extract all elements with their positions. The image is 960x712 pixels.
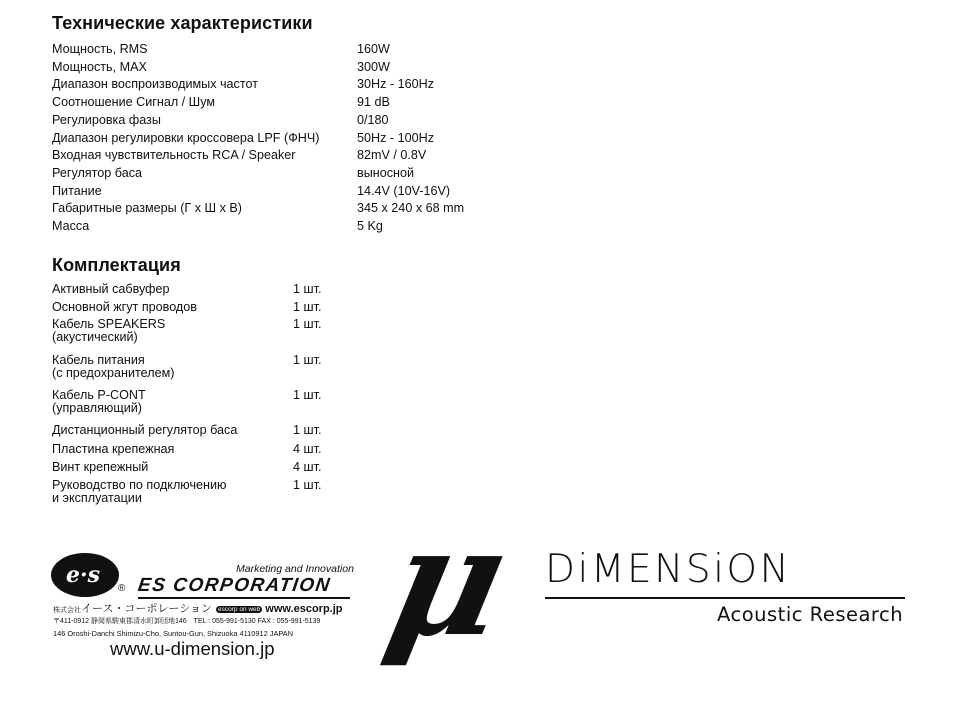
es-web-badge: escorp on web bbox=[218, 605, 261, 613]
spec-value: 91 dB bbox=[357, 95, 390, 110]
kit-item-label: Кабель питания (с предохранителем) bbox=[52, 353, 175, 380]
registered-mark: ® bbox=[118, 583, 126, 594]
spec-label: Регулятор баса bbox=[52, 165, 142, 180]
brand-subtitle: Acoustic Research bbox=[717, 603, 904, 626]
kit-item-qty: 1 шт. bbox=[293, 282, 322, 296]
spec-label: Регулировка фазы bbox=[52, 112, 161, 127]
kit-item-label: Руководство по подключению и эксплуатации bbox=[52, 478, 227, 505]
spec-row bbox=[52, 165, 652, 183]
es-website[interactable]: www.escorp.jp bbox=[265, 603, 343, 615]
kit-item-qty: 1 шт. bbox=[293, 478, 322, 492]
kit-item-qty: 1 шт. bbox=[293, 300, 322, 314]
spec-label: Соотношение Сигнал / Шум bbox=[52, 95, 216, 110]
kit-item-qty: 1 шт. bbox=[293, 423, 322, 437]
kit-item-label: Кабель P-CONT (управляющий) bbox=[52, 388, 146, 415]
site-url-link[interactable]: www.u-dimension.jp bbox=[110, 638, 275, 659]
mu-glyph: μ bbox=[374, 493, 522, 670]
spec-value: 160W bbox=[357, 42, 390, 56]
spec-label: Мощность, MAX bbox=[52, 59, 147, 74]
es-divider bbox=[138, 597, 350, 599]
kit-item-qty: 4 шт. bbox=[293, 442, 322, 456]
kit-item-label: Пластина крепежная bbox=[52, 442, 175, 456]
spec-value: 5 Kg bbox=[357, 219, 383, 233]
spec-label: Мощность, RMS bbox=[52, 42, 148, 56]
spec-value: 82mV / 0.8V bbox=[357, 148, 427, 163]
spec-label: Питание bbox=[52, 183, 102, 198]
spec-label: Входная чувствительность RCA / Speaker bbox=[52, 148, 296, 163]
spec-label: Диапазон воспроизводимых частот bbox=[52, 77, 258, 92]
spec-value: 0/180 bbox=[357, 112, 389, 127]
es-logo-icon bbox=[50, 552, 120, 598]
es-jp-prefix: 株式会社 bbox=[53, 607, 81, 614]
kit-item-qty: 1 шт. bbox=[293, 388, 322, 402]
spec-value: 300W bbox=[357, 59, 390, 74]
spec-row bbox=[52, 112, 652, 130]
brand-divider bbox=[545, 597, 905, 599]
spec-label: Диапазон регулировки кроссовера LPF (ФНЧ) bbox=[52, 130, 320, 145]
spec-row bbox=[52, 130, 652, 148]
spec-row bbox=[52, 183, 652, 201]
kit-item-qty: 1 шт. bbox=[293, 353, 322, 367]
kit-item-qty: 4 шт. bbox=[293, 460, 322, 474]
kit-item-label: Основной жгут проводов bbox=[52, 300, 197, 314]
es-address-en: 146 Oroshi-Danchi Shimizu-Cho, Suntou-Gun, Shizuoka 4110912 JAPAN bbox=[53, 629, 294, 638]
es-tagline: Marketing and Innovation bbox=[236, 563, 354, 575]
es-corporation-name: ES CORPORATION bbox=[136, 575, 333, 596]
kit-item-label: Кабель SPEAKERS (акустический) bbox=[52, 317, 166, 344]
spec-value: 345 х 240 х 68 mm bbox=[357, 201, 465, 216]
kit-item-qty: 1 шт. bbox=[293, 317, 322, 331]
es-logo-text: e·s bbox=[65, 562, 101, 588]
kit-item-label: Винт крепежный bbox=[52, 460, 149, 474]
spec-label: Габаритные размеры (Г х Ш х В) bbox=[52, 201, 242, 216]
spec-value: 30Hz - 160Hz bbox=[357, 77, 434, 92]
spec-row bbox=[52, 76, 652, 94]
kit-item-label: Дистанционный регулятор баса bbox=[52, 423, 238, 437]
es-jp-name: イース・コーポレーション bbox=[81, 603, 213, 615]
brand-name: DiMENSiON bbox=[545, 547, 792, 592]
kit-title: Комплектация bbox=[52, 255, 181, 275]
spec-row bbox=[52, 94, 652, 112]
spec-label: Масса bbox=[52, 219, 90, 233]
mu-logo-icon bbox=[374, 493, 548, 670]
es-address-jp: 〒411-0912 静岡県駿東郡清水町卸団地146 TEL : 055-991-5130 FAX : 055-991-5139 bbox=[53, 618, 321, 625]
kit-item-label: Активный сабвуфер bbox=[52, 282, 170, 296]
spec-row bbox=[52, 218, 652, 236]
spec-value: 50Hz - 100Hz bbox=[357, 130, 434, 145]
es-japanese-line bbox=[53, 600, 343, 616]
spec-row bbox=[52, 41, 652, 59]
spec-row bbox=[52, 59, 652, 77]
spec-value: 14.4V (10V-16V) bbox=[357, 183, 451, 198]
specs-title: Технические характеристики bbox=[52, 13, 313, 33]
spec-row bbox=[52, 147, 652, 165]
spec-value: выносной bbox=[357, 165, 414, 180]
spec-row bbox=[52, 200, 652, 218]
